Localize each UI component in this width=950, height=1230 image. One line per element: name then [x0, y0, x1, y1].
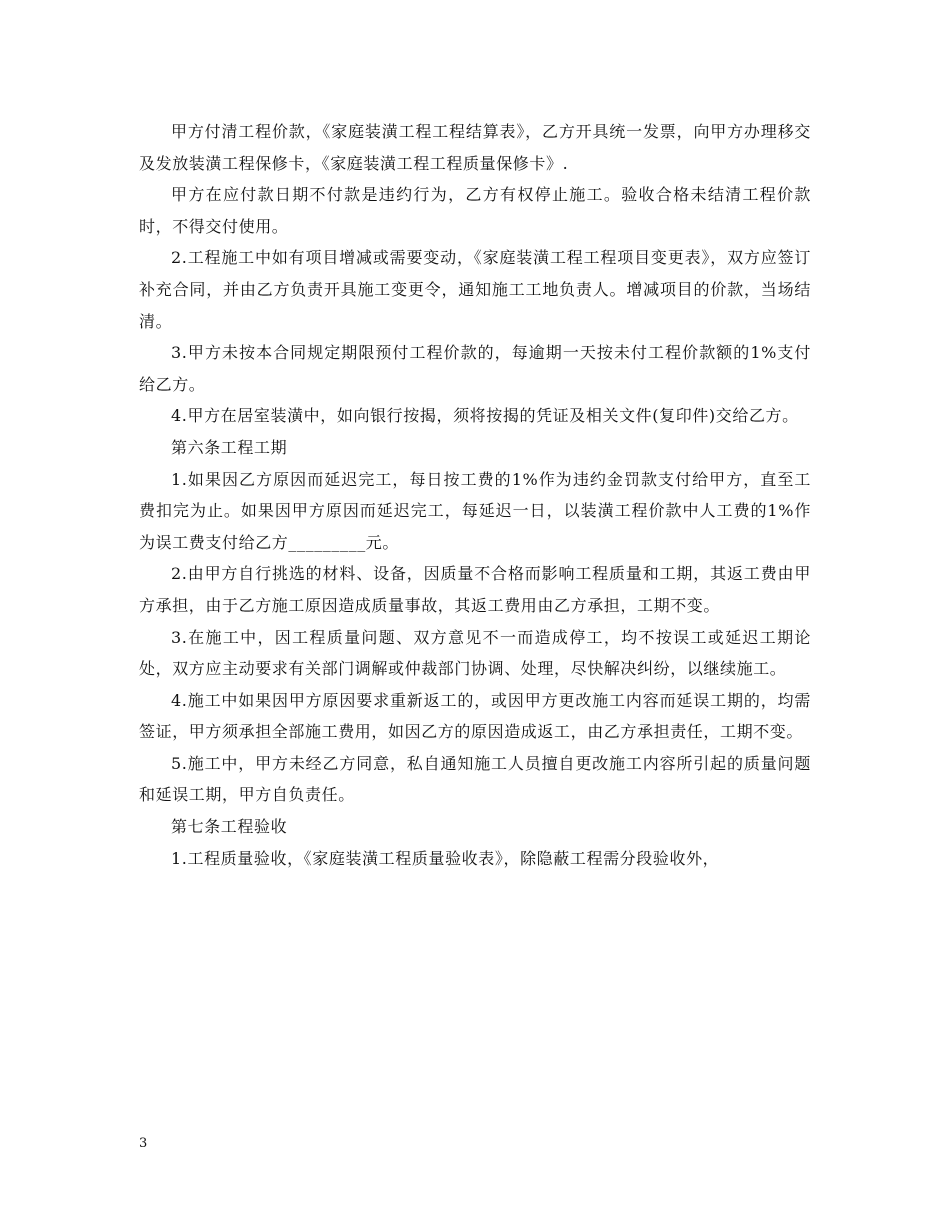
- page-number: 3: [139, 1136, 148, 1151]
- section-heading-article-6: 第六条工程工期: [171, 437, 288, 457]
- paragraph-rework: 4.施工中如果因甲方原因要求重新返工的，或因甲方更改施工内容而延误工期的，均需签证，甲方须承担全部施工费用，如因乙方的原因造成返工，由乙方承担责任，工期不变。: [139, 690, 811, 742]
- paragraph-unauthorized-change: 5.施工中，甲方未经乙方同意，私自通知施工人员擅自更改施工内容所引起的质量问题和延误工期，甲方自负责任。: [139, 753, 811, 805]
- paragraph-payment-settlement: 甲方付清工程价款，《家庭装潢工程工程结算表》，乙方开具统一发票，向甲方办理移交及发放装潢工程保修卡，《家庭装潢工程工程质量保修卡》.: [139, 122, 811, 173]
- section-heading-article-7: 第七条工程验收: [171, 817, 288, 837]
- paragraph-work-stoppage: 3.在施工中，因工程质量问题、双方意见不一而造成停工，均不按误工或延迟工期论处，双方应主动要求有关部门调解或仲裁部门协调、处理，尽快解决纠纷，以继续施工。: [139, 627, 811, 679]
- paragraph-overdue-prepayment: 3.甲方未按本合同规定期限预付工程价款的，每逾期一天按未付工程价款额的1%支付给乙方。: [139, 343, 811, 394]
- paragraph-late-payment: 甲方在应付款日期不付款是违约行为，乙方有权停止施工。验收合格未结清工程价款时，不得交付使用。: [139, 185, 811, 236]
- paragraph-project-change: 2.工程施工中如有项目增减或需要变动，《家庭装潢工程工程项目变更表》，双方应签订补充合同，并由乙方负责开具施工变更令，通知施工工地负责人。增减项目的价款，当场结清。: [139, 248, 811, 331]
- paragraph-material-quality: 2.由甲方自行挑选的材料、设备，因质量不合格而影响工程质量和工期，其返工费由甲方承担，由于乙方施工原因造成质量事故，其返工费用由乙方承担，工期不变。: [139, 564, 811, 615]
- paragraph-delay-penalty: 1.如果因乙方原因而延迟完工，每日按工费的1%作为违约金罚款支付给甲方，直至工费扣完为止。如果因甲方原因而延迟完工，每延迟一日，以装潢工程价款中人工费的1%作为误工费支付给乙方_________元。: [139, 469, 811, 552]
- document-body: [139, 116, 811, 874]
- paragraph-mortgage: 4.甲方在居室装潢中，如向银行按揭，须将按揭的凭证及相关文件(复印件)交给乙方。: [171, 406, 799, 426]
- paragraph-quality-acceptance: 1.工程质量验收，《家庭装潢工程质量验收表》，除隐蔽工程需分段验收外，: [171, 848, 720, 868]
